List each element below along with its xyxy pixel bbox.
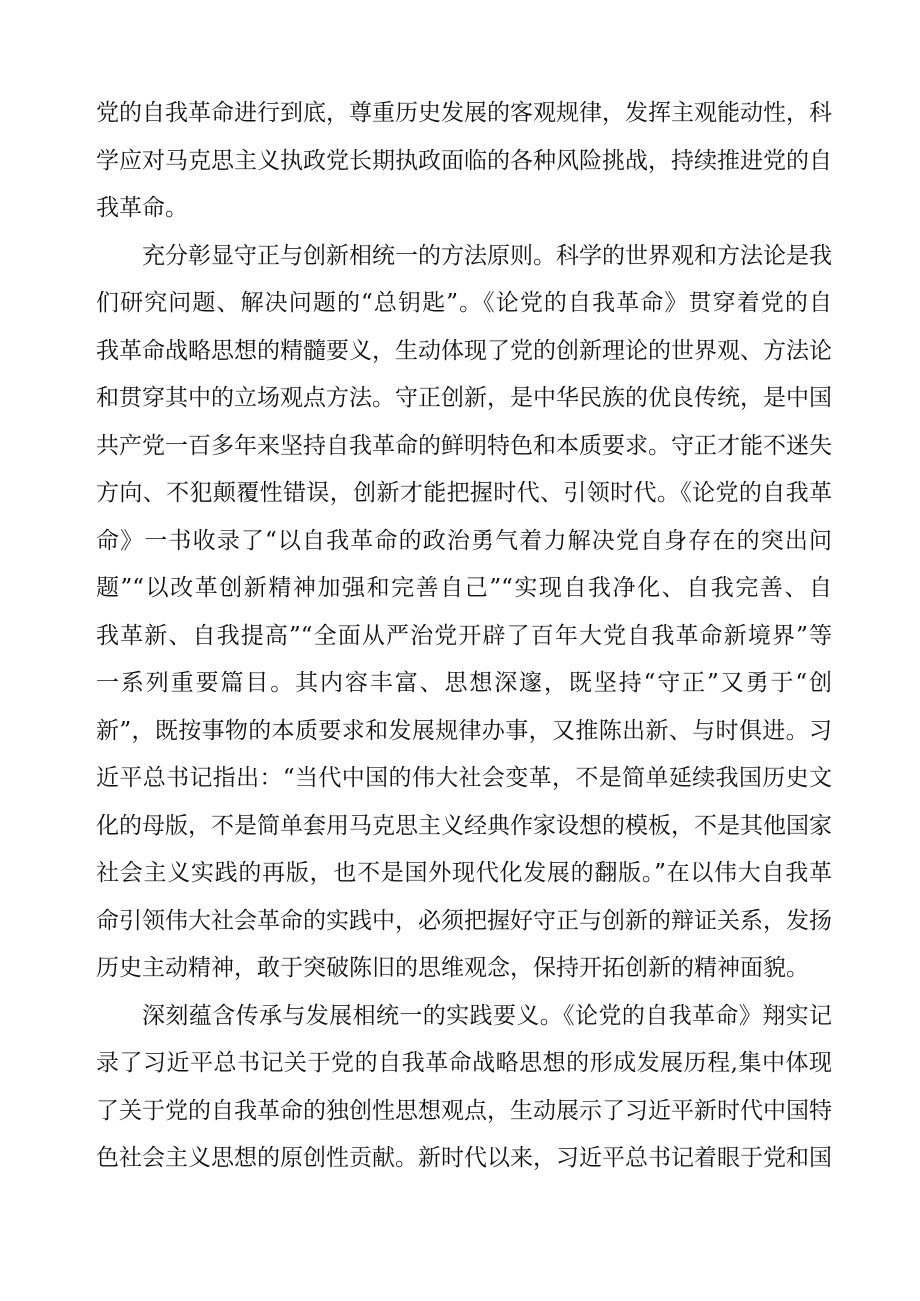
text-line: 化的母版，不是简单套用马克思主义经典作家设想的模板，不是其他国家: [96, 812, 832, 839]
text-line: 题”“以改革创新精神加强和完善自己”“实现自我净化、自我完善、自: [96, 575, 832, 601]
text-line: 近平总书记指出：“当代中国的伟大社会变革，不是简单延续我国历史文: [96, 765, 832, 791]
text-line: 我革命战略思想的精髓要义，生动体现了党的创新理论的世界观、方法论: [96, 337, 832, 364]
text-line: 党的自我革命进行到底，尊重历史发展的客观规律，发挥主观能动性，科: [96, 100, 832, 126]
text-line: 方向、不犯颠覆性错误，创新才能把握时代、引领时代。《论党的自我革: [96, 480, 832, 506]
text-line: 共产党一百多年来坚持自我革命的鲜明特色和本质要求。守正才能不迷失: [96, 432, 832, 459]
text-line: 和贯穿其中的立场观点方法。守正创新，是中华民族的优良传统，是中国: [96, 385, 832, 411]
text-line: 命引领伟大社会革命的实践中，必须把握好守正与创新的辩证关系，发扬: [96, 907, 832, 934]
text-line: 历史主动精神，敢于突破陈旧的思维观念，保持开拓创新的精神面貌。: [96, 955, 809, 981]
text-line: 们研究问题、解决问题的“总钥匙”。《论党的自我革命》贯穿着党的自: [96, 290, 832, 316]
text-line: 社会主义实践的再版，也不是国外现代化发展的翻版。”在以伟大自我革: [96, 860, 832, 886]
text-line: 我革命。: [96, 195, 188, 221]
text-line: 充分彰显守正与创新相统一的方法原则。科学的世界观和方法论是我: [142, 242, 832, 269]
text-line: 色社会主义思想的原创性贡献。新时代以来，习近平总书记着眼于党和国: [96, 1145, 832, 1171]
text-line: 我革新、自我提高”“全面从严治党开辟了百年大党自我革命新境界”等: [96, 622, 832, 649]
text-line: 学应对马克思主义执政党长期执政面临的各种风险挑战，持续推进党的自: [96, 147, 832, 174]
paragraph: [96, 993, 832, 1183]
text-line: 深刻蕴含传承与发展相统一的实践要义。《论党的自我革命》翔实记: [142, 1002, 832, 1029]
paragraph: [96, 233, 832, 993]
text-line: 命》一书收录了“以自我革命的政治勇气着力解决党自身存在的突出问: [96, 527, 832, 554]
text-line: 了关于党的自我革命的独创性思想观点，生动展示了习近平新时代中国特: [96, 1097, 832, 1124]
text-line: 新”，既按事物的本质要求和发展规律办事，又推陈出新、与时俱进。习: [96, 717, 832, 744]
paragraph: [96, 90, 832, 233]
text-line: 录了习近平总书记关于党的自我革命战略思想的形成发展历程,集中体现: [96, 1050, 832, 1076]
text-line: 一系列重要篇目。其内容丰富、思想深邃，既坚持“守正”又勇于“创: [96, 670, 832, 696]
document-page: [96, 90, 832, 1183]
